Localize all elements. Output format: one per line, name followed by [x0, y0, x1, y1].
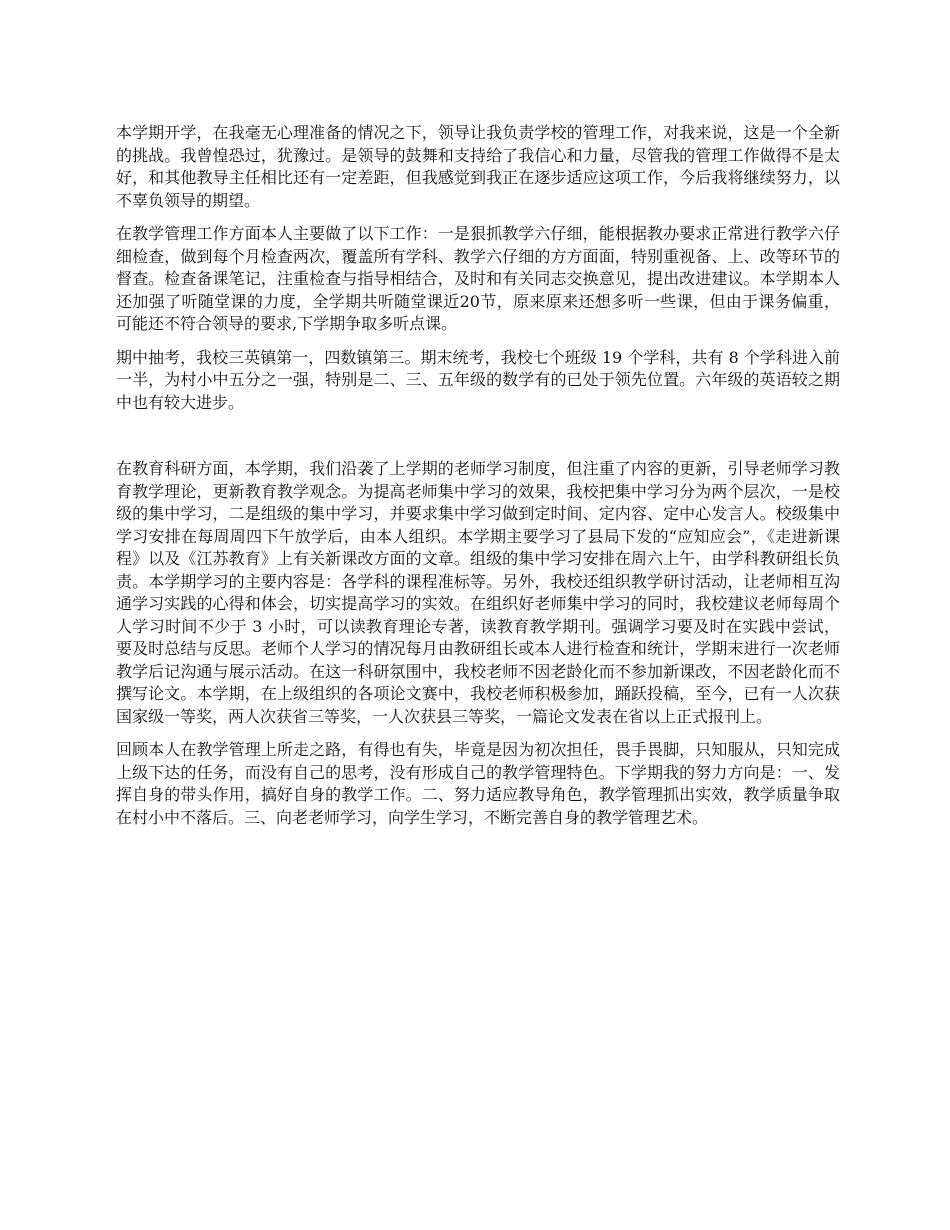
paragraph-research: 在教育科研方面，本学期，我们沿袭了上学期的老师学习制度，但注重了内容的更新，引导老师学习教育教学理论，更新教育教学观念。为提高老师集中学习的效果，我校把集中学习分为两个层次，一是校级的集中学习，二是组级的集中学习，并要求集中学习做到定时间、定内容、定中心发言人。校级集中学习安排在每周周四下午放学后，由本人组织。本学期主要学习了县局下发的“应知应会”，《走进新课程》以及《江苏教育》上有关新课改方面的文章。组级的集中学习安排在周六上午，由学科教研组长负责。本学期学习的主要内容是：各学科的课程准标等。另外，我校还组织教学研讨活动，让老师相互沟通学习实践的心得和体会，切实提高学习的实效。在组织好老师集中学习的同时，我校建议老师每周个人学习时间不少于 3 小时，可以读教育理论专著，读教育教学期刊。强调学习要及时在实践中尝试，要及时总结与反思。老师个人学习的情况每月由教研组长或本人进行检查和统计，学期末进行一次老师教学后记沟通与展示活动。在这一科研氛围中，我校老师不因老龄化而不参加新课改，不因老龄化而不撰写论文。本学期，在上级组织的各项论文赛中，我校老师积极参加，踊跃投稿，至今，已有一人次获国家级一等奖，两人次获省三等奖，一人次获县三等奖，一篇论文发表在省以上正式报刊上。 — [116, 459, 840, 726]
paragraph-review: 回顾本人在教学管理上所走之路，有得也有失，毕竟是因为初次担任，畏手畏脚，只知服从，只知完成上级下达的任务，而没有自己的思考，没有形成自己的教学管理特色。下学期我的努力方向是：一、发挥自身的带头作用，搞好自身的教学工作。二、努力适应教导角色，教学管理抓出实效，教学质量争取在村小中不落后。三、向老老师学习，向学生学习，不断完善自身的教学管理艺术。 — [116, 740, 840, 827]
paragraph-teaching-management: 在教学管理工作方面本人主要做了以下工作：一是狠抓教学六仔细，能根据教办要求正常进行教学六仔细检查，做到每个月检查两次，覆盖所有学科、教学六仔细的方方面面，特别重视备、上、改等环节的督查。检查备课笔记，注重检查与指导相结合，及时和有关同志交换意见，提出改进建议。本学期本人还加强了听随堂课的力度，全学期共听随堂课近20节，原来原来还想多听一些课，但由于课务偏重，可能还不符合领导的要求,下学期争取多听点课。 — [116, 224, 840, 333]
section-gap — [116, 425, 840, 458]
paragraph-intro: 本学期开学，在我毫无心理准备的情况之下，领导让我负责学校的管理工作，对我来说，这是一个全新的挑战。我曾惶恐过，犹豫过。是领导的鼓舞和支持给了我信心和力量，尽管我的管理工作做得不是太好，和其他教导主任相比还有一定差距，但我感觉到我正在逐步适应这项工作，今后我将继续努力，以不辜负领导的期望。 — [116, 123, 840, 210]
paragraph-exam-results: 期中抽考，我校三英镇第一，四数镇第三。期末统考，我校七个班级 19 个学科，共有 8 个学科进入前一半，为村小中五分之一强，特别是二、三、五年级的数学有的已处于领先位置。六年级的英语较之期中也有较大进步。 — [116, 347, 840, 412]
document-page — [116, 122, 840, 840]
